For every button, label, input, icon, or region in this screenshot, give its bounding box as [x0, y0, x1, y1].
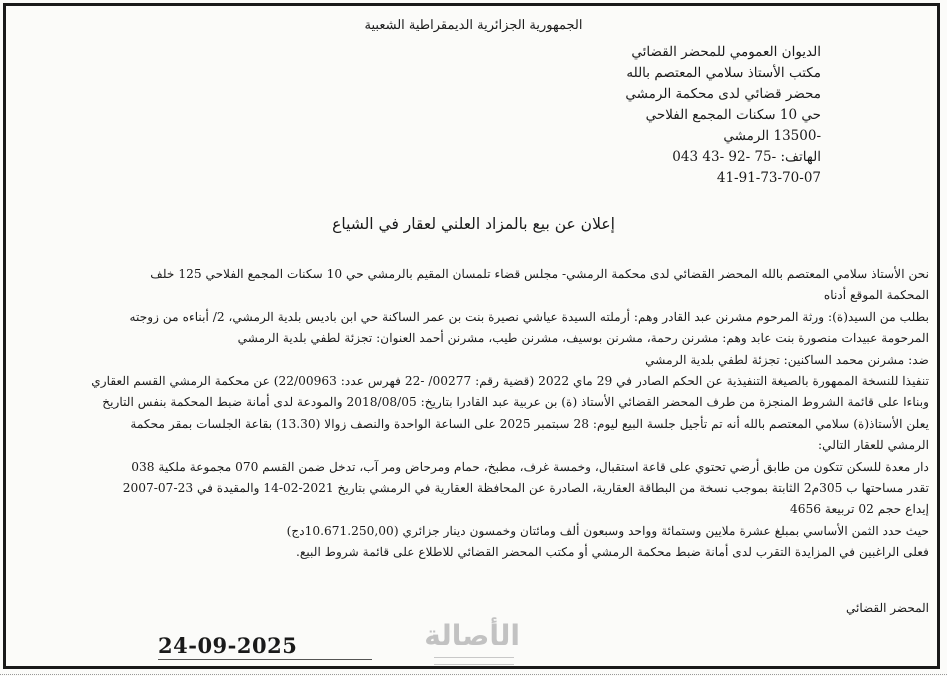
body-line: دار معدة للسكن تتكون من طابق أرضي تحتوي على قاعة استقبال، وخمسة غرف، مطبخ، حمام ومرحاض ومر آب، تدخل ضمن القسم 070 مجموعة ملكية 038 — [131, 459, 929, 474]
announcement-body — [17, 264, 929, 564]
body-line: فعلى الراغبين في المزايدة التقرب لدى أمانة ضبط محكمة الرمشي أو مكتب المحضر القضائي للاطلاع على قائمة شروط البيع. — [296, 545, 929, 560]
body-line: يعلن الأستاذ(ة) سلامي المعتصم بالله أنه تم تأجيل جلسة البيع ليوم: 28 سبتمبر 2025 على الساعة الواحدة والنصف زوالا (13.30) بقاعة الجلسات بمقر محكمة — [130, 416, 929, 431]
body-line: نحن الأستاذ سلامي المعتصم بالله المحضر القضائي لدى محكمة الرمشي- مجلس قضاء تلمسان المقيم بالرمشي حي 10 سكنات المجمع الفلاحي 125 خلف — [150, 267, 929, 281]
newspaper-logo — [424, 619, 520, 667]
republic-header: الجمهورية الجزائرية الديمقراطية الشعبية — [364, 18, 583, 33]
bailiff-signature-label: المحضر القضائي — [846, 601, 929, 615]
bottom-dotted-edge — [0, 674, 947, 675]
date-underline — [158, 659, 372, 661]
office-line-phone-2: 41-91-73-70-07 — [716, 170, 821, 186]
bailiff-office-block — [521, 42, 821, 189]
office-line-phone: الهاتف: -75 -92 -43 043 — [672, 149, 821, 165]
body-line: ضد: مشرنن محمد الساكنين: تجزئة لطفي بلدية الرمشي — [645, 352, 929, 367]
office-line-court: محضر قضائي لدى محكمة الرمشي — [625, 86, 821, 102]
body-line: المرحومة عبيدات منصورة بنت عابد وهم: مشرنن رحمة، مشرنن بوسيف، مشرنن طيب، مشرنن أحمد العنوان: تجزئة لطفي بلدية الرمشي — [237, 331, 929, 346]
body-line: الرمشي للعقار التالي: — [818, 438, 929, 453]
publication-date-box — [158, 633, 372, 660]
body-line: وبناءا على قائمة الشروط المنجزة من طرف المحضر القضائي الأستاذ (ة) بن عربية عبد القادرا بتاريخ: 2018/08/05 والمودعة لدى أمانة ضبط المحكمة بنفس التاريخ — [102, 395, 929, 410]
body-line: تقدر مساحتها ب 305م2 الثابتة بموجب نسخة من البطاقة العقارية، الصادرة عن المحافظة العقارية في الرمشي بتاريخ 2021-02-14 والمقيدة في 23-07-2007 — [122, 481, 929, 496]
office-line-name: الديوان العمومي للمحضر القضائي — [631, 44, 821, 60]
body-line: تنفيذا للنسخة الممهورة بالصيغة التنفيذية عن الحكم الصادر في 29 ماي 2022 (قضية رقم: 00277/ -22 فهرس عدد: 22/00963) عن محكمة الرمشي القسم العقاري — [91, 374, 929, 389]
body-line: حيث حدد الثمن الأساسي بمبلغ عشرة ملايين وستمائة وواحد وسبعون ألف ومائتان وخمسون دينار جزائري (10.671.250,00دج) — [286, 523, 929, 538]
office-line-postal: -13500 الرمشي — [723, 128, 821, 144]
body-line: بطلب من السيد(ة): ورثة المرحوم مشرنن عبد القادر وهم: أرملته السيدة عياشي نصيرة بنت بن عمر الساكنة حي ابن باديس بلدية الرمشي، 2/ أبناءه من زوجته — [129, 309, 929, 324]
newspaper-logo-text: الأصالة — [424, 619, 520, 652]
office-line-bailiff: مكتب الأستاذ سلامي المعتصم بالله — [626, 65, 821, 81]
body-line: المحكمة الموقع أدناه — [823, 288, 929, 303]
office-line-address: حي 10 سكنات المجمع الفلاحي — [645, 107, 821, 123]
body-line: إيداع حجم 02 تربيعة 4656 — [790, 502, 929, 517]
publication-date: 24-09-2025 — [158, 633, 298, 658]
logo-underline — [434, 657, 514, 665]
announcement-title: إعلان عن بيع بالمزاد العلني لعقار في الشياع — [332, 215, 615, 233]
